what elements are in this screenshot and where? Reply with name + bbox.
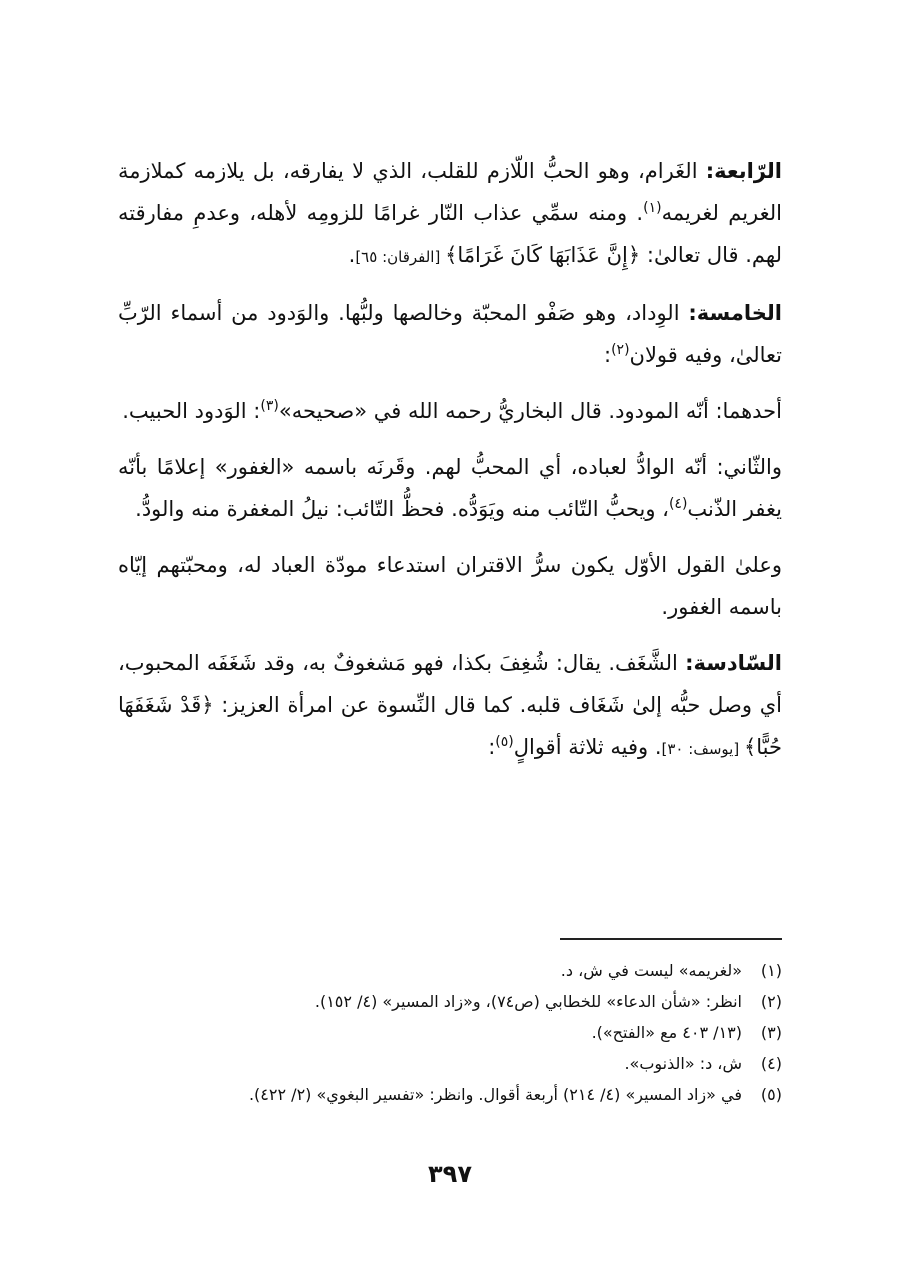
footnote-text: انظر: «شأن الدعاء» للخطابي (ص٧٤)، و«زاد المسير» (٤/ ١٥٢). bbox=[314, 992, 742, 1011]
paragraph-heading: الرّابعة: bbox=[705, 159, 782, 183]
text-run: الشَّغَف. يقال: شُغِفَ بكذا، فهو مَشغوفٌ به، وقد شَغَفَه المحبوب، أي وصل حبُّه إلىٰ شَغَاف قلبه. كما قال النِّسوة عن امرأة العزيز: bbox=[118, 651, 782, 717]
paragraph bbox=[118, 390, 782, 432]
paragraph-heading: الخامسة: bbox=[688, 301, 782, 325]
page-number: ٣٩٧ bbox=[428, 1160, 472, 1188]
footnote bbox=[118, 955, 782, 986]
footnote-number: (١) bbox=[760, 961, 782, 980]
text-run: : bbox=[488, 735, 496, 759]
paragraph-heading: السّادسة: bbox=[685, 651, 782, 675]
footnote-text: في «زاد المسير» (٤/ ٢١٤) أربعة أقوال. وانظر: «تفسير البغوي» (٢/ ٤٢٢). bbox=[248, 1085, 742, 1104]
footnote bbox=[118, 1017, 782, 1048]
quran-verse: ﴿إِنَّ عَذَابَهَا كَانَ غَرَامًا﴾ bbox=[445, 243, 641, 267]
verse-reference: [الفرقان: ٦٥] bbox=[355, 248, 446, 266]
footnote-number: (٥) bbox=[760, 1085, 782, 1104]
text-run: . bbox=[348, 243, 356, 267]
text-run: الوِداد، وهو صَفْو المحبّة وخالصها ولبُّها. والوَدود من أسماء الرّبِّ تعالىٰ، وفيه قولان bbox=[118, 301, 782, 367]
footnote-text: «لغريمه» ليست في ش، د. bbox=[560, 961, 742, 980]
paragraph bbox=[118, 642, 782, 770]
text-run: وعلىٰ القول الأوّل يكون سرُّ الاقتران استدعاء مودّة العباد له، ومحبّتهم إيّاه باسمه الغفور. bbox=[118, 553, 782, 619]
footnote-marker[interactable]: (٣) bbox=[260, 398, 279, 414]
footnote-text: ش، د: «الذنوب». bbox=[624, 1054, 742, 1073]
verse-reference: [يوسف: ٣٠] bbox=[661, 740, 744, 758]
footnote-text: (١٣/ ٤٠٣ مع «الفتح»). bbox=[591, 1023, 742, 1042]
paragraph bbox=[118, 292, 782, 376]
footnote-marker[interactable]: (٤) bbox=[668, 496, 688, 512]
footnote-divider bbox=[560, 938, 782, 940]
footnote-number: (٢) bbox=[760, 992, 782, 1011]
footnote-marker[interactable]: (١) bbox=[643, 200, 662, 216]
footnote bbox=[118, 986, 782, 1017]
paragraph bbox=[118, 544, 782, 628]
text-run: : الوَدود الحبيب. bbox=[122, 399, 261, 423]
main-text bbox=[118, 150, 782, 784]
text-run: . وفيه ثلاثة أقوالٍ bbox=[513, 735, 662, 759]
footnote-marker[interactable]: (٥) bbox=[495, 734, 514, 750]
footnote bbox=[118, 1079, 782, 1110]
text-run: أحدهما: أنّه المودود. قال البخاريُّ رحمه الله في «صحيحه» bbox=[278, 399, 782, 423]
text-run: ، ويحبُّ التّائب منه ويَوَدُّه. فحظُّ التّائب: نيلُ المغفرة منه والودُّ. bbox=[135, 497, 669, 521]
paragraph bbox=[118, 446, 782, 530]
footnote-number: (٤) bbox=[760, 1054, 782, 1073]
text-run: الغَرام، وهو الحبُّ اللّازم للقلب، الذي لا يفارقه، بل يلازمه كملازمة الغريم لغريمه bbox=[118, 159, 782, 225]
text-run: والثّاني: أنّه الوادُّ لعباده، أي المحبُّ لهم. وقَرنَه باسمه «الغفور» إعلامًا بأنّه يغفر الذّنب bbox=[118, 455, 782, 521]
footnote-marker[interactable]: (٢) bbox=[611, 342, 630, 358]
text-run: : bbox=[603, 343, 612, 367]
paragraph bbox=[118, 150, 782, 278]
footnote bbox=[118, 1048, 782, 1079]
text-run: . ومنه سمِّي عذاب النّار غرامًا للزومِه لأهله، وعدمِ مفارقته لهم. قال تعالىٰ: bbox=[118, 201, 782, 267]
footnotes bbox=[118, 955, 782, 1110]
quran-verse: ﴿قَدْ شَغَفَهَا حُبًّا﴾ bbox=[118, 693, 782, 759]
footnote-number: (٣) bbox=[760, 1023, 782, 1042]
